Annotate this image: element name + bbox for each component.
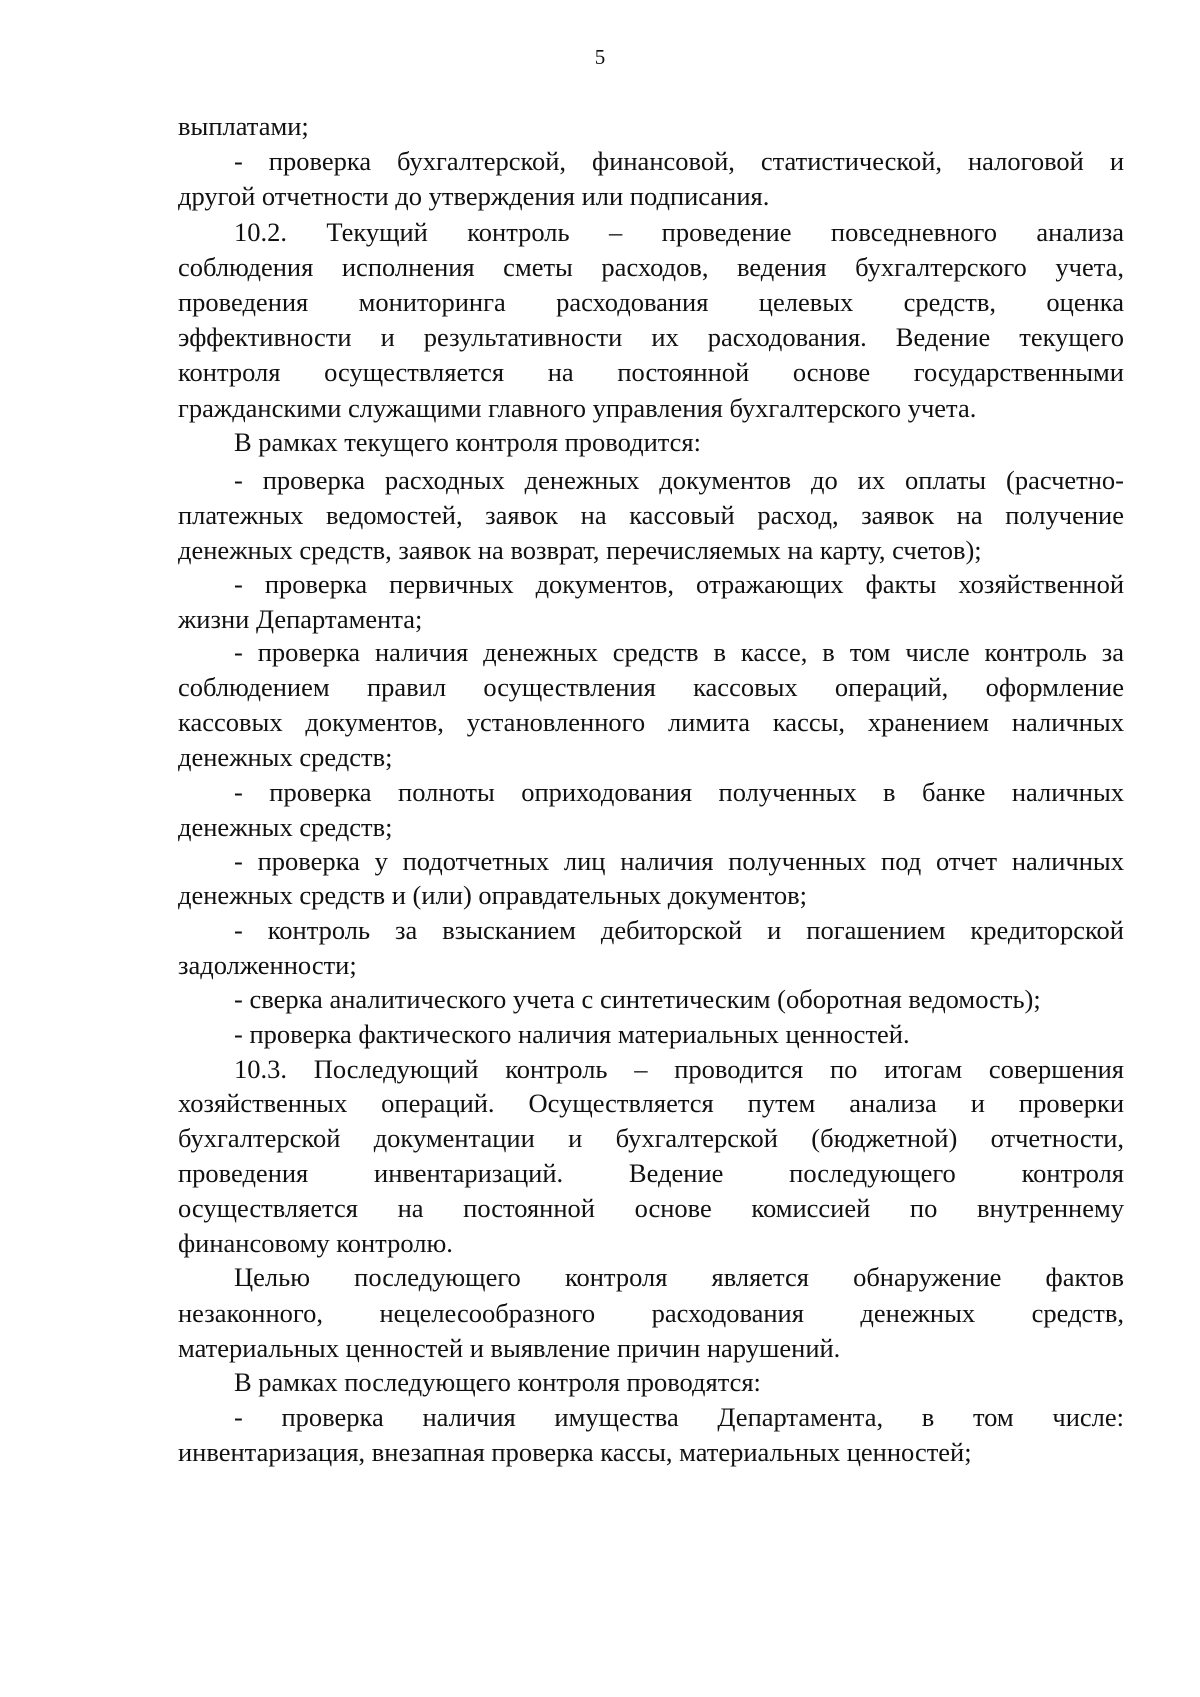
text-line: соблюдения исполнения сметы расходов, ведения бухгалтерского учета, — [178, 252, 1124, 282]
text-line: - проверка бухгалтерской, финансовой, статистической, налоговой и — [234, 146, 1124, 176]
text-line: - проверка первичных документов, отражающих факты хозяйственной — [234, 569, 1124, 599]
text-line: эффективности и результативности их расходования. Ведение текущего — [178, 322, 1124, 352]
text-line: незаконного, нецелесообразного расходования денежных средств, — [178, 1298, 1124, 1328]
text-line: хозяйственных операций. Осуществляется путем анализа и проверки — [178, 1088, 1124, 1118]
text-line: - проверка наличия имущества Департамента, в том числе: — [234, 1402, 1124, 1432]
text-line: проведения мониторинга расходования целевых средств, оценка — [178, 287, 1124, 317]
text-line: 10.2. Текущий контроль – проведение повседневного анализа — [234, 217, 1124, 247]
text-line: другой отчетности до утверждения или подписания. — [178, 181, 770, 211]
text-line: бухгалтерской документации и бухгалтерской (бюджетной) отчетности, — [178, 1123, 1124, 1153]
text-line: денежных средств и (или) оправдательных документов; — [178, 880, 807, 910]
text-line: задолженности; — [178, 950, 357, 980]
text-line: кассовых документов, установленного лимита кассы, хранением наличных — [178, 707, 1124, 737]
text-line: Целью последующего контроля является обнаружение фактов — [234, 1262, 1124, 1292]
text-line: гражданскими служащими главного управления бухгалтерского учета. — [178, 393, 977, 423]
text-line: жизни Департамента; — [178, 604, 423, 634]
text-line: - контроль за взысканием дебиторской и погашением кредиторской — [234, 915, 1124, 945]
text-line: - сверка аналитического учета с синтетическим (оборотная ведомость); — [234, 984, 1041, 1014]
text-line: материальных ценностей и выявление причин нарушений. — [178, 1333, 841, 1363]
text-line: В рамках последующего контроля проводятся: — [234, 1367, 761, 1397]
text-line: - проверка расходных денежных документов до их оплаты (расчетно- — [234, 465, 1124, 495]
text-line: соблюдением правил осуществления кассовых операций, оформление — [178, 672, 1124, 702]
text-line: инвентаризация, внезапная проверка кассы, материальных ценностей; — [178, 1437, 972, 1467]
text-line: осуществляется на постоянной основе комиссией по внутреннему — [178, 1193, 1124, 1223]
text-line: выплатами; — [178, 111, 309, 141]
text-line: - проверка полноты оприходования полученных в банке наличных — [234, 777, 1124, 807]
text-line: - проверка у подотчетных лиц наличия полученных под отчет наличных — [234, 846, 1124, 876]
text-line: - проверка наличия денежных средств в кассе, в том числе контроль за — [234, 637, 1124, 667]
text-line: денежных средств, заявок на возврат, перечисляемых на карту, счетов); — [178, 535, 982, 565]
page-number: 5 — [594, 45, 606, 69]
text-line: проведения инвентаризаций. Ведение последующего контроля — [178, 1158, 1124, 1188]
text-line: денежных средств; — [178, 742, 393, 772]
text-line: В рамках текущего контроля проводится: — [234, 427, 701, 457]
text-line: - проверка фактического наличия материальных ценностей. — [234, 1019, 910, 1049]
text-line: платежных ведомостей, заявок на кассовый расход, заявок на получение — [178, 500, 1124, 530]
text-line: контроля осуществляется на постоянной основе государственными — [178, 357, 1124, 387]
text-line: денежных средств; — [178, 812, 393, 842]
text-line: 10.3. Последующий контроль – проводится по итогам совершения — [234, 1054, 1124, 1084]
text-line: финансовому контролю. — [178, 1228, 453, 1258]
